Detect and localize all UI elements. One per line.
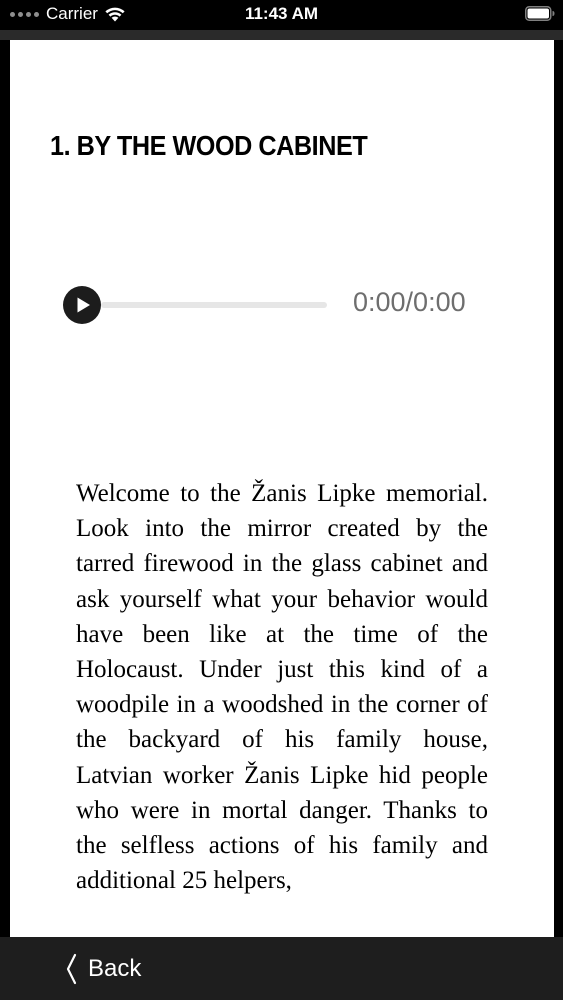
- body-text: Welcome to the Žanis Lipke memorial. Look into the mirror created by the tarred firewood in the glass cabinet and ask yourself what your behavior would have been like at the time of the Holocaust. Under just this kind of a woodpile in a woodshed in the corner of the backyard of his family house, Latvian worker Žanis Lipke hid people who were in mortal danger. Thanks to the selfless actions of his family and additional 25 helpers,: [76, 480, 488, 895]
- page-title: 1. BY THE WOOD CABINET: [50, 130, 368, 161]
- content-panel: [10, 40, 554, 937]
- time-display: 0:00/0:00: [353, 287, 466, 317]
- header-band: [0, 30, 563, 40]
- play-icon: [63, 286, 101, 324]
- back-label: Back: [88, 955, 142, 982]
- carrier-label: Carrier: [46, 4, 98, 23]
- bottom-toolbar: [0, 937, 563, 1000]
- audio-player: [63, 285, 503, 325]
- play-button[interactable]: [63, 286, 101, 324]
- back-button[interactable]: [64, 952, 141, 986]
- status-time: 11:43 AM: [244, 4, 319, 23]
- chevron-left-icon: [64, 952, 78, 986]
- progress-slider[interactable]: [101, 302, 327, 308]
- status-bar: [0, 0, 563, 30]
- battery-icon: [525, 6, 555, 21]
